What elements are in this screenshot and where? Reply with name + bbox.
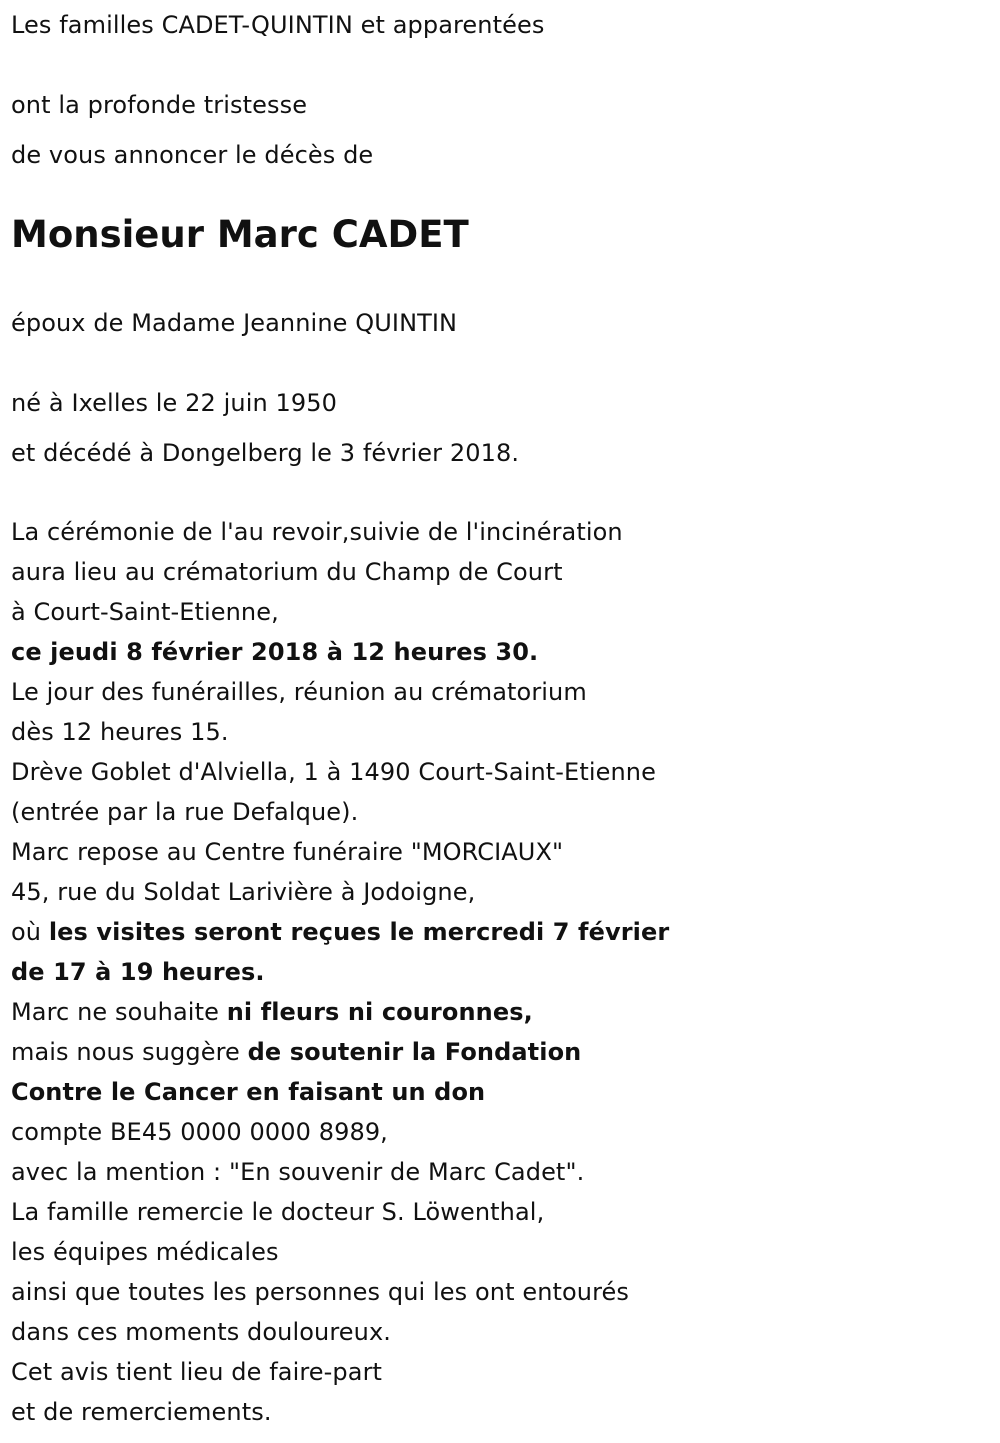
- families-line: Les familles CADET-QUINTIN et apparentées: [11, 11, 545, 39]
- ceremony-date-line: ce jeudi 8 février 2018 à 12 heures 30.: [11, 638, 539, 666]
- visits-line-3: [11, 917, 669, 947]
- thanks-line-3: ainsi que toutes les personnes qui les ont entourés: [11, 1278, 630, 1306]
- donation-prefix-2: mais nous suggère: [11, 1038, 248, 1066]
- bank-account-line: compte BE45 0000 0000 8989,: [11, 1118, 388, 1146]
- ceremony-line-5: Le jour des funérailles, réunion au crématorium: [11, 678, 587, 706]
- visits-prefix: où: [11, 918, 49, 946]
- ceremony-line-1: La cérémonie de l'au revoir,suivie de l'incinération: [11, 518, 623, 546]
- thanks-line-4: dans ces moments douloureux.: [11, 1318, 391, 1346]
- thanks-line-5: Cet avis tient lieu de faire-part: [11, 1358, 383, 1386]
- ceremony-line-3: à Court-Saint-Etienne,: [11, 598, 279, 626]
- mention-line: avec la mention : "En souvenir de Marc Cadet".: [11, 1158, 585, 1186]
- thanks-line-1: La famille remercie le docteur S. Löwenthal,: [11, 1198, 545, 1226]
- deceased-name: Monsieur Marc CADET: [11, 213, 469, 256]
- ceremony-entrance-line: (entrée par la rue Defalque).: [11, 798, 359, 826]
- sadness-line: ont la profonde tristesse: [11, 91, 308, 119]
- donation-prefix-1: Marc ne souhaite: [11, 998, 227, 1026]
- donation-line-1: [11, 997, 533, 1027]
- death-line: et décédé à Dongelberg le 3 février 2018.: [11, 439, 520, 467]
- spouse-line: époux de Madame Jeannine QUINTIN: [11, 309, 458, 337]
- donation-line-3: Contre le Cancer en faisant un don: [11, 1078, 486, 1106]
- ceremony-line-2: aura lieu au crématorium du Champ de Court: [11, 558, 563, 586]
- birth-line: né à Ixelles le 22 juin 1950: [11, 389, 337, 417]
- foundation-text: de soutenir la Fondation: [247, 1038, 582, 1066]
- donation-line-2: [11, 1037, 581, 1067]
- thanks-line-2: les équipes médicales: [11, 1238, 279, 1266]
- visits-hours-line: de 17 à 19 heures.: [11, 958, 265, 986]
- announce-line: de vous annoncer le décès de: [11, 141, 374, 169]
- ceremony-address-line: Drève Goblet d'Alviella, 1 à 1490 Court-Saint-Etienne: [11, 758, 656, 786]
- thanks-line-6: et de remerciements.: [11, 1398, 272, 1426]
- no-flowers-text: ni fleurs ni couronnes,: [226, 998, 533, 1026]
- visits-line-1: Marc repose au Centre funéraire "MORCIAUX": [11, 838, 564, 866]
- ceremony-line-6: dès 12 heures 15.: [11, 718, 229, 746]
- visits-bold-text: les visites seront reçues le mercredi 7 février: [48, 918, 670, 946]
- visits-line-2: 45, rue du Soldat Larivière à Jodoigne,: [11, 878, 476, 906]
